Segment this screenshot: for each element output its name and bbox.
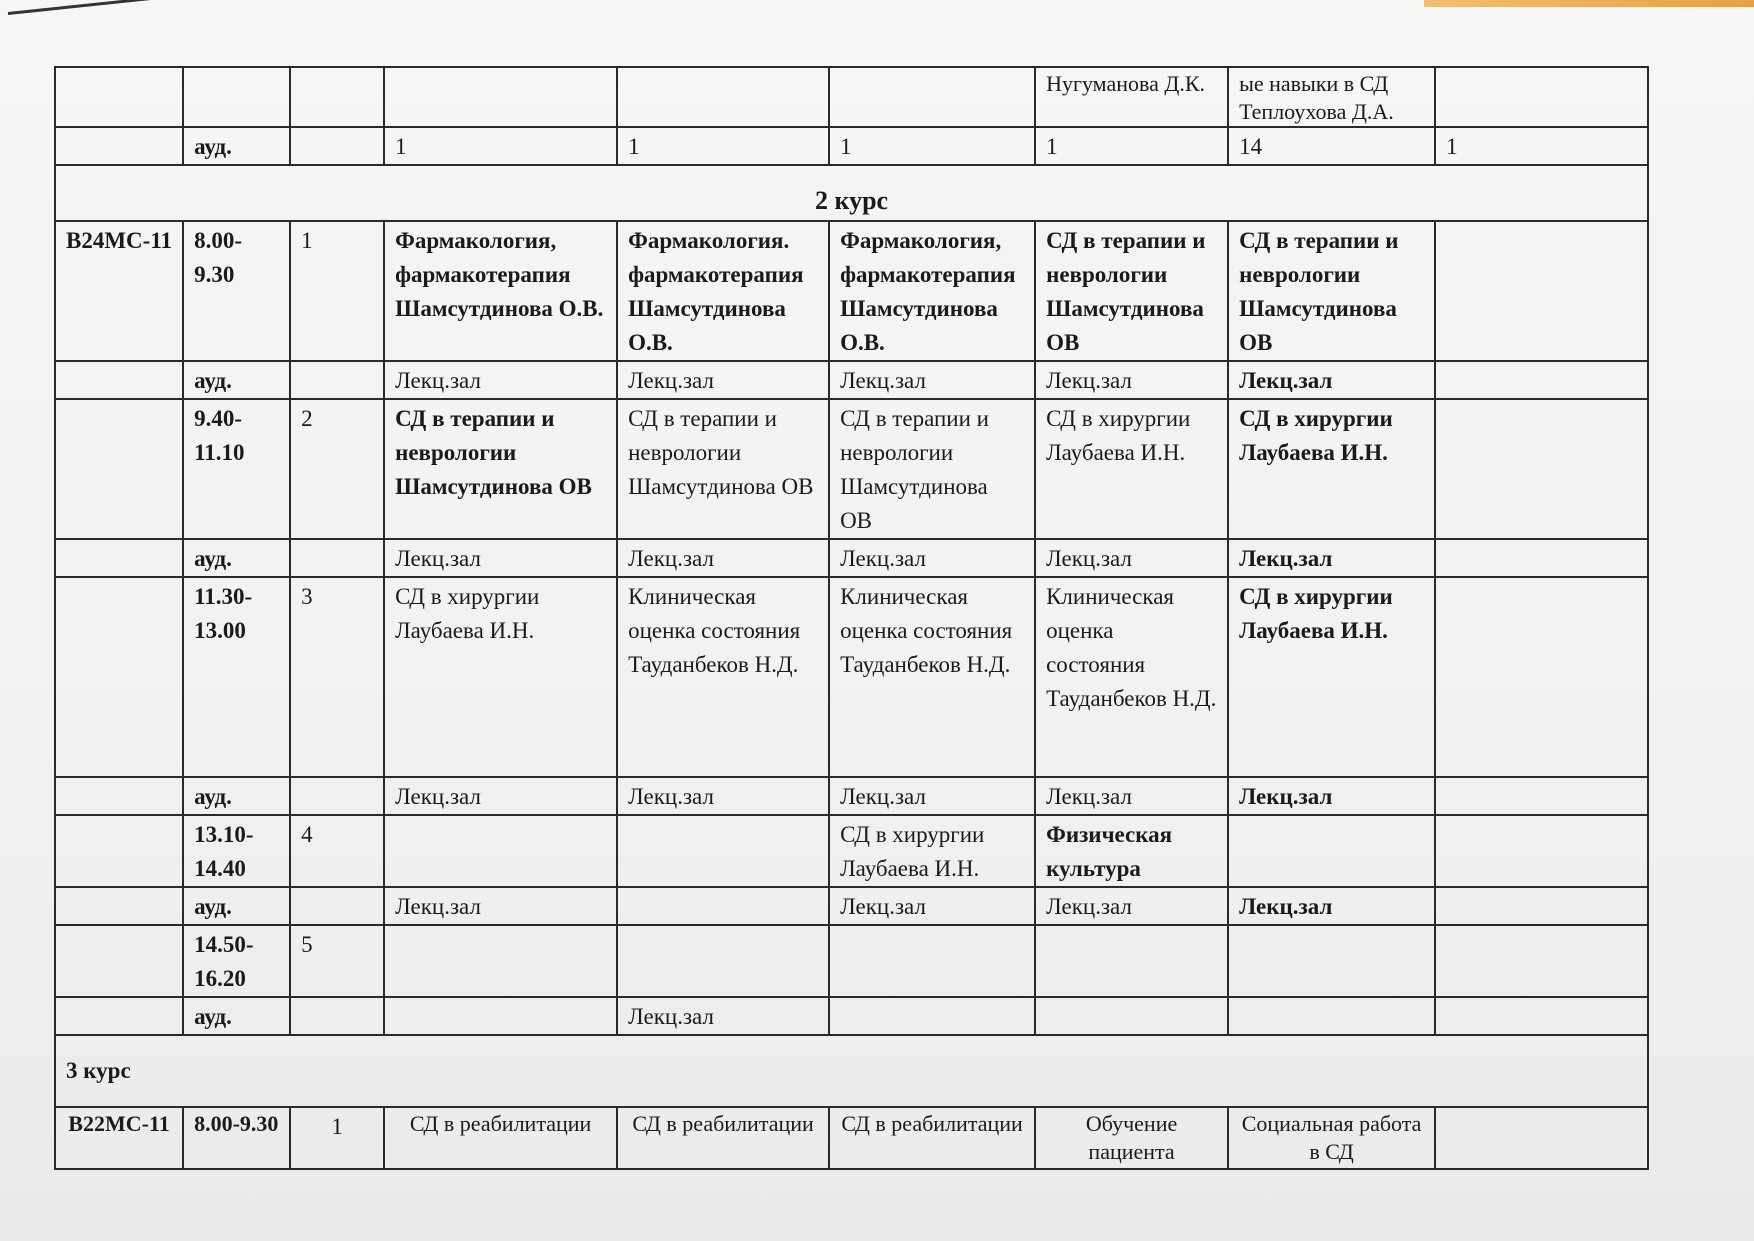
sat-room bbox=[1435, 361, 1648, 399]
group-cell bbox=[55, 539, 183, 577]
schedule-table bbox=[54, 66, 1649, 1170]
mon-room: Лекц.зал bbox=[384, 361, 617, 399]
tue-cell: СД в терапии и неврологии Шамсутдинова ОВ bbox=[617, 399, 829, 539]
time-cell: 11.30-13.00 bbox=[183, 577, 290, 777]
tue-cell: 1 bbox=[617, 127, 829, 165]
room-label: ауд. bbox=[183, 997, 290, 1035]
num-cell: 4 bbox=[290, 815, 384, 887]
room-label: ауд. bbox=[183, 361, 290, 399]
sat-room bbox=[1435, 539, 1648, 577]
table-row bbox=[55, 221, 1648, 361]
thu-cell: Обучение пациента bbox=[1035, 1107, 1228, 1169]
mon-cell bbox=[384, 67, 617, 127]
mon-cell: СД в реабилитации bbox=[384, 1107, 617, 1169]
sat-cell bbox=[1435, 577, 1648, 777]
wed-cell: СД в хирургии Лаубаева И.Н. bbox=[829, 815, 1035, 887]
num-cell: 1 bbox=[290, 221, 384, 361]
tue-room bbox=[617, 887, 829, 925]
time-cell: 9.40-11.10 bbox=[183, 399, 290, 539]
table-row bbox=[55, 67, 1648, 127]
wed-cell: Фармакология, фармакотерапия Шамсутдинова О.В. bbox=[829, 221, 1035, 361]
time-cell: 14.50-16.20 bbox=[183, 925, 290, 997]
wed-cell bbox=[829, 925, 1035, 997]
tue-cell: СД в реабилитации bbox=[617, 1107, 829, 1169]
group-cell bbox=[55, 67, 183, 127]
table-row bbox=[55, 815, 1648, 887]
wed-room: Лекц.зал bbox=[829, 539, 1035, 577]
thu-cell: СД в хирургии Лаубаева И.Н. bbox=[1035, 399, 1228, 539]
group-cell bbox=[55, 815, 183, 887]
orange-paper-edge bbox=[1424, 0, 1754, 7]
thu-cell: СД в терапии и неврологии Шамсутдинова ОВ bbox=[1035, 221, 1228, 361]
sat-cell bbox=[1435, 67, 1648, 127]
wed-room: Лекц.зал bbox=[829, 361, 1035, 399]
course-3-title: 3 курс bbox=[55, 1035, 1648, 1107]
time-cell bbox=[183, 67, 290, 127]
mon-room: Лекц.зал bbox=[384, 539, 617, 577]
wed-room bbox=[829, 997, 1035, 1035]
table-row bbox=[55, 925, 1648, 997]
thu-room: Лекц.зал bbox=[1035, 887, 1228, 925]
sat-room bbox=[1435, 887, 1648, 925]
pen-mark bbox=[8, 0, 177, 15]
group-code: В24МС-11 bbox=[55, 221, 183, 361]
num-cell bbox=[290, 539, 384, 577]
tue-cell bbox=[617, 925, 829, 997]
thu-cell: Физическая культура bbox=[1035, 815, 1228, 887]
num-cell: 3 bbox=[290, 577, 384, 777]
num-cell bbox=[290, 777, 384, 815]
course-banner-row bbox=[55, 165, 1648, 221]
group-cell bbox=[55, 361, 183, 399]
sat-cell bbox=[1435, 1107, 1648, 1169]
group-cell bbox=[55, 399, 183, 539]
num-cell bbox=[290, 361, 384, 399]
thu-cell: Клиническая оценка состояния Тауданбеков Н.Д. bbox=[1035, 577, 1228, 777]
group-cell bbox=[55, 997, 183, 1035]
tue-cell bbox=[617, 815, 829, 887]
fri-room: Лекц.зал bbox=[1228, 361, 1435, 399]
mon-cell bbox=[384, 815, 617, 887]
mon-cell bbox=[384, 925, 617, 997]
fri-cell: СД в хирургии Лаубаева И.Н. bbox=[1228, 577, 1435, 777]
num-cell: 5 bbox=[290, 925, 384, 997]
fri-cell bbox=[1228, 925, 1435, 997]
sat-cell bbox=[1435, 221, 1648, 361]
fri-room: Лекц.зал bbox=[1228, 887, 1435, 925]
thu-room: Лекц.зал bbox=[1035, 777, 1228, 815]
fri-room bbox=[1228, 997, 1435, 1035]
wed-room: Лекц.зал bbox=[829, 777, 1035, 815]
mon-room: Лекц.зал bbox=[384, 887, 617, 925]
num-cell: 2 bbox=[290, 399, 384, 539]
fri-cell: СД в терапии и неврологии Шамсутдинова ОВ bbox=[1228, 221, 1435, 361]
time-cell: 8.00-9.30 bbox=[183, 221, 290, 361]
table-row bbox=[55, 577, 1648, 777]
num-cell bbox=[290, 127, 384, 165]
course-banner-row bbox=[55, 1035, 1648, 1107]
tue-room: Лекц.зал bbox=[617, 997, 829, 1035]
tue-room: Лекц.зал bbox=[617, 361, 829, 399]
thu-room: Лекц.зал bbox=[1035, 539, 1228, 577]
thu-room bbox=[1035, 997, 1228, 1035]
group-cell bbox=[55, 925, 183, 997]
wed-cell: СД в реабилитации bbox=[829, 1107, 1035, 1169]
group-code: В22МС-11 bbox=[55, 1107, 183, 1169]
num-cell bbox=[290, 997, 384, 1035]
room-row bbox=[55, 997, 1648, 1035]
mon-room bbox=[384, 997, 617, 1035]
tue-cell: Клиническая оценка состояния Тауданбеков Н.Д. bbox=[617, 577, 829, 777]
wed-cell: СД в терапии и неврологии Шамсутдинова ОВ bbox=[829, 399, 1035, 539]
room-label: ауд. bbox=[183, 539, 290, 577]
thu-cell bbox=[1035, 925, 1228, 997]
table-row bbox=[55, 399, 1648, 539]
thu-cell: 1 bbox=[1035, 127, 1228, 165]
group-cell bbox=[55, 777, 183, 815]
sat-room bbox=[1435, 997, 1648, 1035]
group-cell bbox=[55, 127, 183, 165]
mon-cell: Фармакология, фармакотерапия Шамсутдинова О.В. bbox=[384, 221, 617, 361]
course-2-title: 2 курс bbox=[55, 165, 1648, 221]
mon-room: Лекц.зал bbox=[384, 777, 617, 815]
fri-cell: СД в хирургии Лаубаева И.Н. bbox=[1228, 399, 1435, 539]
fri-cell: 14 bbox=[1228, 127, 1435, 165]
fri-cell: ые навыки в СД Теплоухова Д.А. bbox=[1228, 67, 1435, 127]
wed-cell bbox=[829, 67, 1035, 127]
room-row bbox=[55, 361, 1648, 399]
sat-cell bbox=[1435, 399, 1648, 539]
room-row bbox=[55, 887, 1648, 925]
num-cell bbox=[290, 887, 384, 925]
tue-room: Лекц.зал bbox=[617, 539, 829, 577]
fri-room: Лекц.зал bbox=[1228, 539, 1435, 577]
tue-room: Лекц.зал bbox=[617, 777, 829, 815]
fri-cell bbox=[1228, 815, 1435, 887]
sat-cell bbox=[1435, 925, 1648, 997]
room-label: ауд. bbox=[183, 777, 290, 815]
fri-cell: Социальная работа в СД bbox=[1228, 1107, 1435, 1169]
wed-room: Лекц.зал bbox=[829, 887, 1035, 925]
time-cell: 13.10-14.40 bbox=[183, 815, 290, 887]
sat-room bbox=[1435, 777, 1648, 815]
group-cell bbox=[55, 887, 183, 925]
tue-cell bbox=[617, 67, 829, 127]
room-row bbox=[55, 777, 1648, 815]
room-row bbox=[55, 539, 1648, 577]
group-cell bbox=[55, 577, 183, 777]
thu-room: Лекц.зал bbox=[1035, 361, 1228, 399]
mon-cell: СД в терапии и неврологии Шамсутдинова ОВ bbox=[384, 399, 617, 539]
wed-cell: Клиническая оценка состояния Тауданбеков Н.Д. bbox=[829, 577, 1035, 777]
room-label: ауд. bbox=[183, 887, 290, 925]
num-cell: 1 bbox=[290, 1107, 384, 1169]
table-row bbox=[55, 127, 1648, 165]
mon-cell: 1 bbox=[384, 127, 617, 165]
mon-cell: СД в хирургии Лаубаева И.Н. bbox=[384, 577, 617, 777]
schedule-table-wrap bbox=[54, 66, 1649, 1170]
thu-cell: Нугуманова Д.К. bbox=[1035, 67, 1228, 127]
sat-cell: 1 bbox=[1435, 127, 1648, 165]
wed-cell: 1 bbox=[829, 127, 1035, 165]
num-cell bbox=[290, 67, 384, 127]
time-cell: 8.00-9.30 bbox=[183, 1107, 290, 1169]
sat-cell bbox=[1435, 815, 1648, 887]
time-cell: ауд. bbox=[183, 127, 290, 165]
table-row bbox=[55, 1107, 1648, 1169]
fri-room: Лекц.зал bbox=[1228, 777, 1435, 815]
tue-cell: Фармакология. фармакотерапия Шамсутдинова О.В. bbox=[617, 221, 829, 361]
